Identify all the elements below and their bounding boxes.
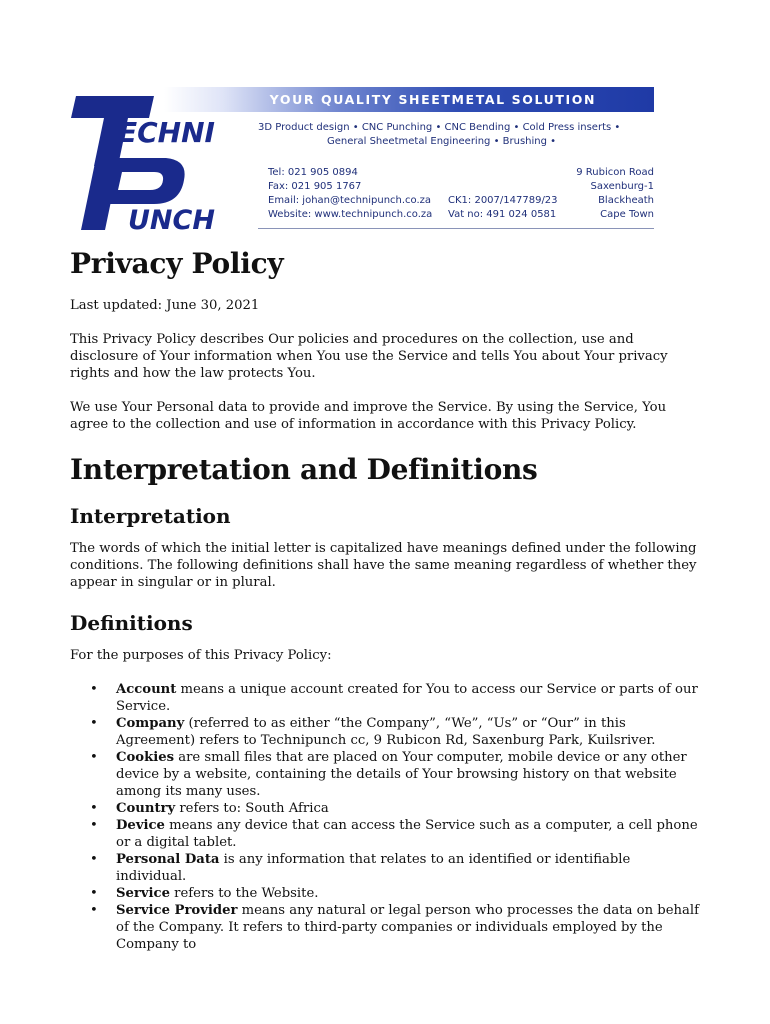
- intro-paragraph-2: We use Your Personal data to provide and improve the Service. By using the Service, You agree to the collection and use of information in accordance with this Privacy Policy.: [70, 400, 667, 432]
- website-address: Website: www.technipunch.co.za: [268, 209, 433, 220]
- list-item: [90, 851, 702, 885]
- definition-term: Account: [116, 682, 177, 697]
- address-line: Cape Town: [600, 209, 654, 220]
- banner-strip: [164, 87, 654, 112]
- definition-text: are small files that are placed on Your computer, mobile device or any other device by a website, containing the details of Your browsing history on that website among its many uses.: [116, 750, 687, 799]
- definition-text: means any natural or legal person who processes the data on behalf of the Company. It refers to third-party companies or individuals employed by the Company to: [116, 903, 699, 952]
- section-heading: Interpretation and Definitions: [70, 453, 538, 486]
- ck-number: CK1: 2007/147789/23: [448, 195, 558, 206]
- list-item: [90, 800, 702, 817]
- bullet-icon: •: [90, 852, 98, 867]
- interpretation-paragraph: The words of which the initial letter is capitalized have meanings defined under the following conditions. The following definitions shall have the same meaning regardless of whether they appear in singular or in plural.: [70, 541, 697, 590]
- vat-number: Vat no: 491 024 0581: [448, 209, 557, 220]
- definitions-list: [70, 681, 702, 953]
- definition-term: Country: [116, 801, 176, 816]
- definition-term: Service: [116, 886, 170, 901]
- list-item: [90, 681, 702, 715]
- document-content: [70, 244, 702, 953]
- definition-term: Device: [116, 818, 165, 833]
- definitions-intro: For the purposes of this Privacy Policy:: [70, 648, 332, 663]
- definition-text: refers to: South Africa: [175, 801, 329, 816]
- email-address: Email: johan@technipunch.co.za: [268, 195, 432, 206]
- banner-slogan: YOUR QUALITY SHEETMETAL SOLUTION: [269, 92, 596, 107]
- services-line-2: General Sheetmetal Engineering • Brushing •: [327, 136, 557, 147]
- letterhead: [68, 86, 654, 232]
- address-line: Blackheath: [598, 195, 654, 206]
- fax-number: Fax: 021 905 1767: [268, 181, 362, 192]
- definitions-heading: Definitions: [70, 611, 193, 635]
- bullet-icon: •: [90, 682, 98, 697]
- letterhead-divider: [258, 228, 654, 229]
- intro-paragraph-1: This Privacy Policy describes Our policies and procedures on the collection, use and disclosure of Your information when You use the Service and tells You about Your privacy rights and how the law protects You.: [70, 332, 668, 381]
- bullet-icon: •: [90, 886, 98, 901]
- last-updated: Last updated: June 30, 2021: [70, 298, 260, 313]
- bullet-icon: •: [90, 903, 98, 918]
- registration-block: [448, 194, 558, 222]
- bullet-icon: •: [90, 801, 98, 816]
- definition-term: Cookies: [116, 750, 175, 765]
- address-block: [576, 166, 654, 222]
- definition-text: means a unique account created for You to access our Service or parts of our Service.: [116, 682, 698, 714]
- list-item: [90, 749, 702, 800]
- services-line-1: 3D Product design • CNC Punching • CNC Bending • Cold Press inserts •: [258, 122, 621, 133]
- list-item: [90, 902, 702, 953]
- address-line: Saxenburg-1: [590, 181, 654, 192]
- list-item: [90, 885, 702, 902]
- interpretation-heading: Interpretation: [70, 504, 231, 528]
- list-item: [90, 715, 702, 749]
- definition-text: refers to the Website.: [169, 886, 319, 901]
- definition-term: Personal Data: [116, 852, 220, 867]
- technipunch-logo: [68, 94, 236, 232]
- contact-block: [268, 166, 432, 222]
- address-line: 9 Rubicon Road: [576, 167, 654, 178]
- definition-term: Service Provider: [116, 903, 238, 918]
- definition-term: Company: [116, 716, 185, 731]
- page-title: Privacy Policy: [70, 247, 284, 280]
- bullet-icon: •: [90, 818, 98, 833]
- definition-text: means any device that can access the Service such as a computer, a cell phone or a digital tablet.: [116, 818, 698, 850]
- bullet-icon: •: [90, 716, 98, 731]
- tel-number: Tel: 021 905 0894: [268, 167, 358, 178]
- logo-text-techni: ECHNI: [118, 116, 215, 149]
- list-item: [90, 817, 702, 851]
- definition-text: is any information that relates to an identified or identifiable individual.: [116, 852, 631, 884]
- definition-text: (referred to as either “the Company”, “We”, “Us” or “Our” in this Agreement) refers to Technipunch cc, 9 Rubicon Rd, Saxenburg Park, Kuilsriver.: [116, 716, 656, 748]
- logo-text-punch: UNCH: [128, 205, 215, 232]
- bullet-icon: •: [90, 750, 98, 765]
